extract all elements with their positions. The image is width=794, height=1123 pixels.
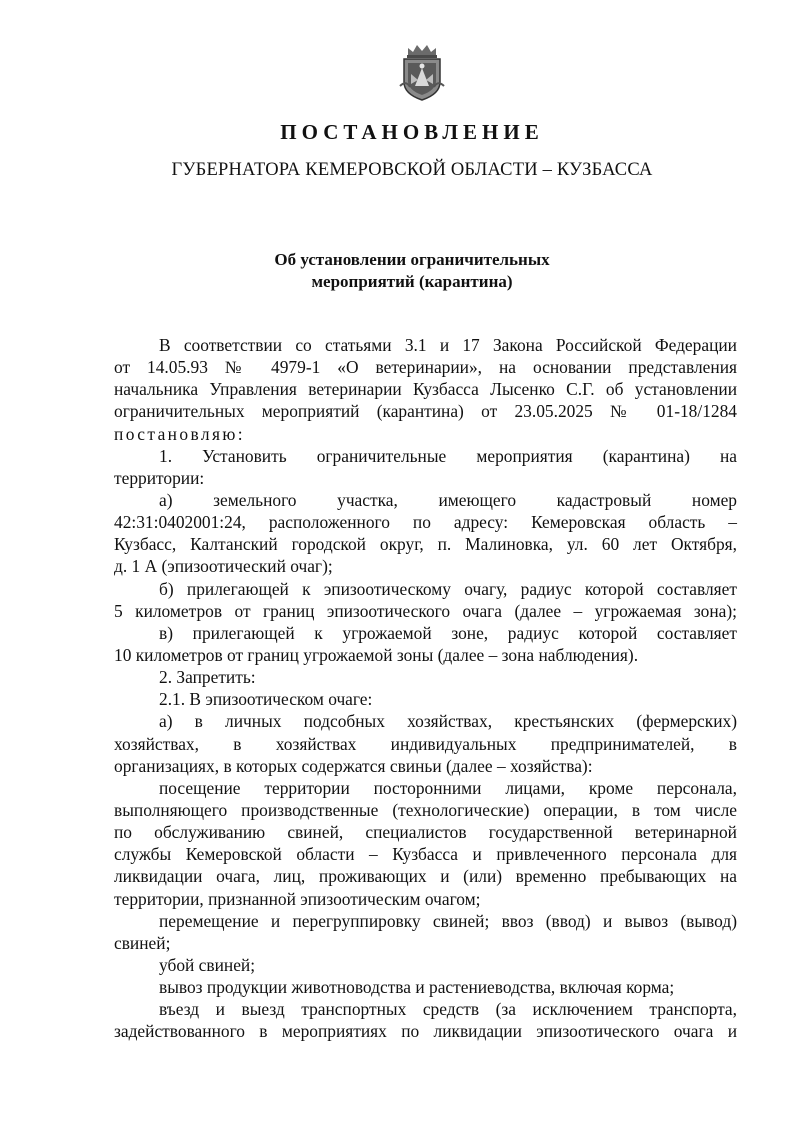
document-issuer: ГУБЕРНАТОРА КЕМЕРОВСКОЙ ОБЛАСТИ – КУЗБАССА — [171, 160, 653, 180]
document-body — [114, 334, 737, 1043]
body-text-line: территории: — [114, 467, 205, 488]
body-text-line: организациях, в которых содержатся свиньи (далее – хозяйства): — [114, 755, 593, 776]
body-text-line: посещение территории посторонними лицами, кроме персонала, — [159, 777, 737, 798]
body-text-line: территории, признанной эпизоотическим очагом; — [114, 888, 481, 909]
body-text-line: а) в личных подсобных хозяйствах, крестьянских (фермерских) — [159, 711, 737, 732]
document-title-line: Об установлении ограничительных — [274, 250, 550, 269]
body-text-line: ликвидации очага, лиц, проживающих и (или) временно пребывающих на — [114, 866, 737, 887]
body-text-line: свиней; — [114, 932, 171, 953]
document-title — [0, 249, 794, 293]
body-text-line: 1. Установить ограничительные мероприятия (карантина) на — [159, 445, 737, 466]
body-text-line: вывоз продукции животноводства и растениеводства, включая корма; — [159, 977, 675, 998]
document-type: ПОСТАНОВЛЕНИЕ — [280, 120, 544, 144]
body-text-line: въезд и выезд транспортных средств (за исключением транспорта, — [159, 999, 737, 1020]
body-text-line: а) земельного участка, имеющего кадастровый номер — [159, 489, 737, 510]
body-text-line: по обслуживанию свиней, специалистов государственной ветеринарной — [114, 822, 737, 843]
body-text-line: в) прилегающей к угрожаемой зоне, радиус которой составляет — [159, 622, 737, 643]
body-text-line: 42:31:0402001:24, расположенного по адресу: Кемеровская область – — [114, 512, 737, 533]
body-text-line: хозяйствах, в хозяйствах индивидуальных предпринимателей, в — [114, 733, 737, 754]
body-text-line: 2. Запретить: — [159, 667, 256, 688]
body-text-line: от 14.05.93 № 4979-1 «О ветеринарии», на основании представления — [114, 357, 737, 378]
body-text-line: службы Кемеровской области – Кузбасса и привлеченного персонала для — [114, 844, 737, 865]
coat-of-arms-icon — [396, 40, 448, 102]
body-text-line: убой свиней; — [159, 954, 256, 975]
body-text-line: ограничительных мероприятий (карантина) от 23.05.2025 № 01-18/1284 — [114, 401, 737, 422]
body-text-line: постановляю: — [114, 423, 245, 444]
body-text-line: д. 1 А (эпизоотический очаг); — [114, 556, 333, 577]
body-text-line: выполняющего производственные (технологические) операции, в том числе — [114, 799, 737, 820]
document-title-line: мероприятий (карантина) — [311, 272, 513, 291]
body-text-line: начальника Управления ветеринарии Кузбасса Лысенко С.Г. об установлении — [114, 379, 737, 400]
body-text-line: 2.1. В эпизоотическом очаге: — [159, 689, 373, 710]
body-text-line: 5 километров от границ эпизоотического очага (далее – угрожаемая зона); — [114, 600, 737, 621]
body-text-line: В соответствии со статьями 3.1 и 17 Закона Российской Федерации — [159, 335, 737, 355]
body-text-line: б) прилегающей к эпизоотическому очагу, радиус которой составляет — [159, 578, 737, 599]
body-text-line: задействованного в мероприятиях по ликвидации эпизоотического очага и — [114, 1021, 737, 1042]
body-text-line: 10 километров от границ угрожаемой зоны (далее – зона наблюдения). — [114, 644, 639, 665]
body-text-line: Кузбасс, Калтанский городской округ, п. Малиновка, ул. 60 лет Октября, — [114, 534, 737, 555]
body-text-line: перемещение и перегруппировку свиней; ввоз (ввод) и вывоз (вывод) — [159, 910, 737, 931]
